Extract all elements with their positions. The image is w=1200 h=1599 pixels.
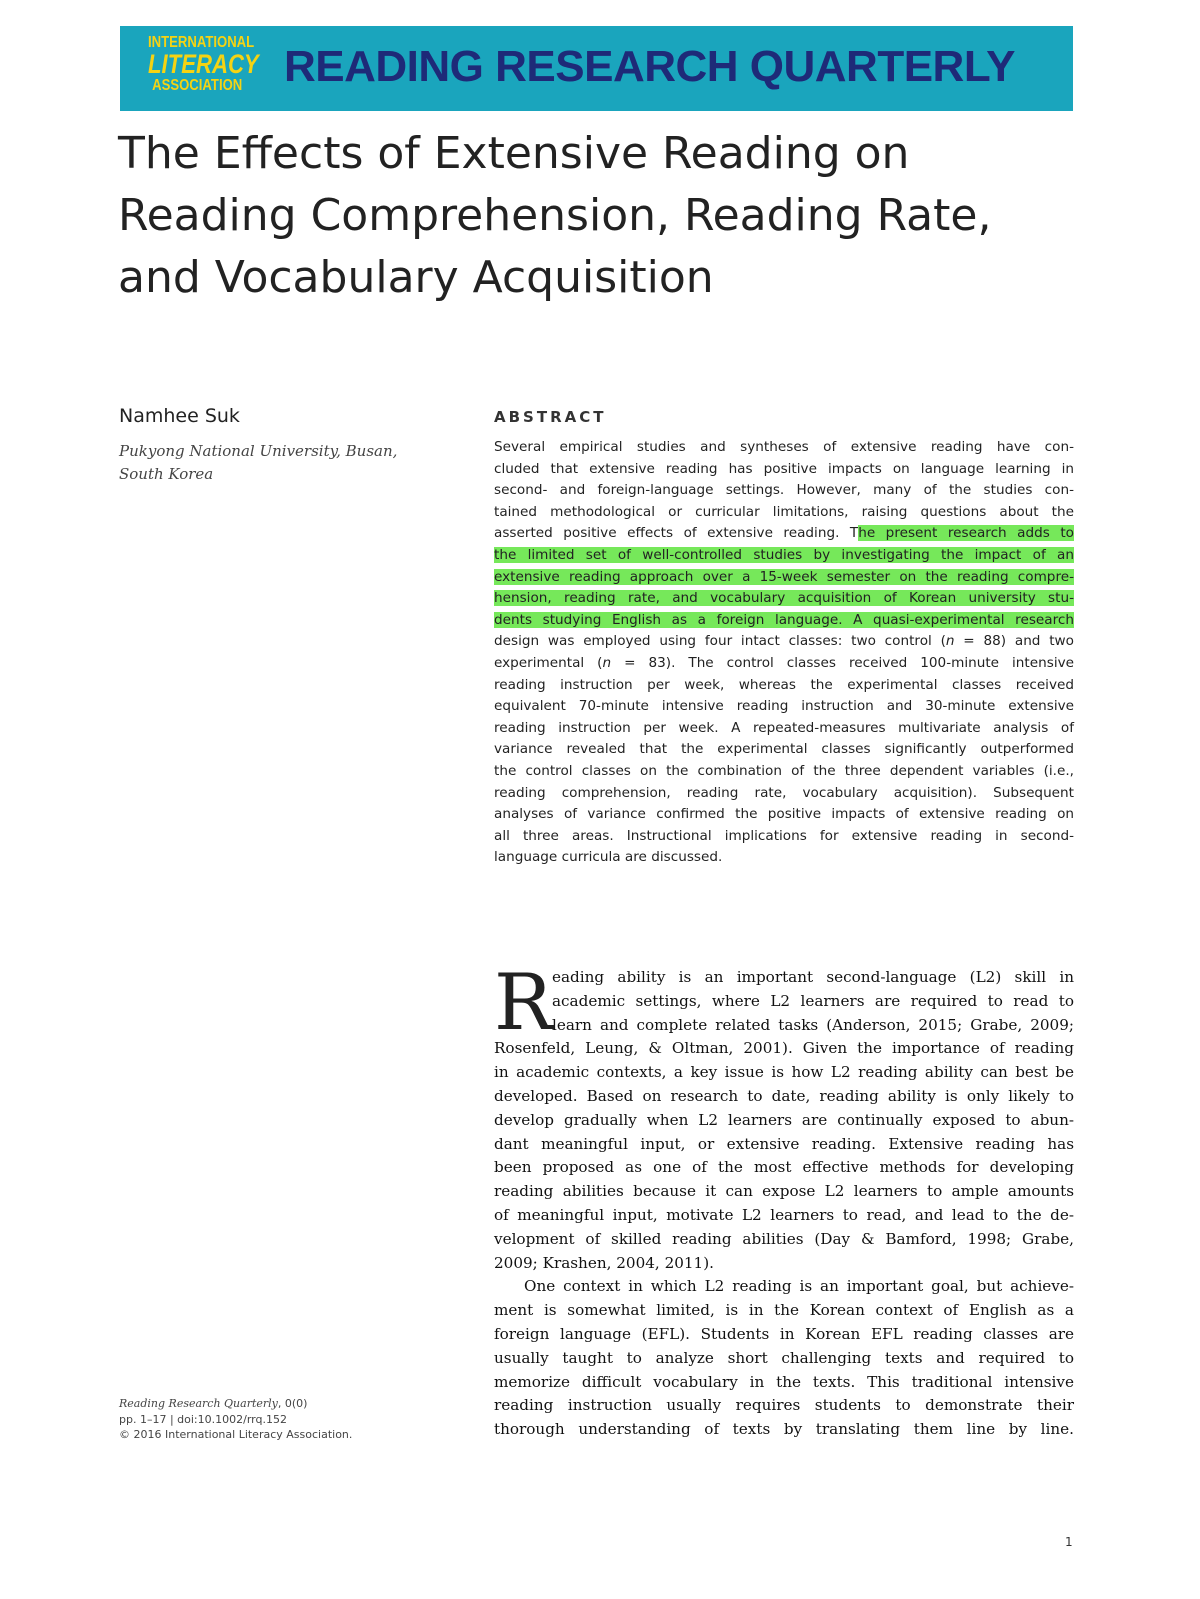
- abstract-heading: ABSTRACT: [494, 408, 607, 426]
- abstract-segment: = 83). The control classes received 100-minute intensive: [611, 654, 1074, 671]
- body-line: foreign language (EFL). Students in Korean EFL reading classes are: [494, 1324, 1074, 1343]
- abstract-line: all three areas. Instructional implications for extensive reading in second-: [494, 827, 1074, 844]
- abstract-line: [494, 588, 1074, 610]
- ila-logo: [148, 34, 259, 94]
- issue: , 0(0): [277, 1397, 308, 1410]
- abstract-line: analyses of variance confirmed the positive impacts of extensive reading on: [494, 806, 1074, 823]
- body-line: developed. Based on research to date, reading ability is only likely to: [494, 1086, 1074, 1105]
- logo-line: ASSOCIATION: [152, 77, 243, 94]
- abstract-line: [494, 523, 1074, 545]
- author-name: Namhee Suk: [119, 405, 240, 427]
- body-line: eading ability is an important second-language (L2) skill in: [552, 968, 1074, 986]
- body-line: reading abilities because it can expose L2 learners to ample amounts: [494, 1182, 1074, 1201]
- abstract-line: tained methodological or curricular limitations, raising questions about the: [494, 503, 1074, 520]
- abstract-segment: design was employed using four intact classes: two control (: [494, 633, 946, 650]
- citation-journal: [119, 1396, 352, 1412]
- highlighted-text: dents studying English as a foreign language. A quasi-experimental research: [494, 611, 1074, 628]
- body-line: thorough understanding of texts by translating them line by line.: [494, 1420, 1074, 1439]
- abstract-line: reading instruction per week. A repeated-measures multivariate analysis of: [494, 719, 1074, 736]
- body-line: usually taught to analyze short challenging texts and required to: [494, 1348, 1074, 1367]
- body-line: ment is somewhat limited, is in the Korean context of English as a: [494, 1301, 1074, 1320]
- body-line: Rosenfeld, Leung, & Oltman, 2001). Given the importance of reading: [494, 1039, 1074, 1058]
- journal-banner: [120, 26, 1073, 111]
- abstract-line: equivalent 70-minute intensive reading instruction and 30-minute extensive: [494, 698, 1074, 715]
- abstract-line: second- and foreign-language settings. However, many of the studies con-: [494, 482, 1074, 499]
- abstract-line: Several empirical studies and syntheses of extensive reading have con-: [494, 439, 1074, 455]
- highlighted-text: hension, reading rate, and vocabulary acquisition of Korean university stu-: [494, 590, 1074, 607]
- highlighted-text: extensive reading approach over a 15-week semester on the reading compre-: [494, 568, 1074, 585]
- abstract-line: the control classes on the combination of the three dependent variables (i.e.,: [494, 762, 1074, 779]
- abstract-line: variance revealed that the experimental classes significantly outperformed: [494, 741, 1074, 758]
- title-line: and Vocabulary Acquisition: [118, 252, 714, 303]
- body-line: 2009; Krashen, 2004, 2011).: [494, 1253, 714, 1272]
- affiliation-line: South Korea: [119, 465, 214, 483]
- body-line: dant meaningful input, or extensive reading. Extensive reading has: [494, 1134, 1074, 1153]
- body-line: in academic contexts, a key issue is how L2 reading ability can best be: [494, 1063, 1074, 1082]
- abstract-text: [494, 437, 1074, 869]
- affiliation-line: Pukyong National University, Busan,: [119, 442, 398, 460]
- body-line: One context in which L2 reading is an important goal, but achieve-: [524, 1277, 1074, 1296]
- highlighted-text: he present research adds to: [858, 525, 1074, 542]
- abstract-line: [494, 653, 1074, 675]
- body-text: [494, 958, 1074, 1442]
- logo-line: LITERACY: [148, 49, 259, 79]
- drop-cap: R: [494, 958, 553, 1048]
- abstract-line: reading instruction per week, whereas the experimental classes received: [494, 676, 1074, 693]
- abstract-line: [494, 545, 1074, 567]
- title-line: The Effects of Extensive Reading on: [118, 128, 910, 179]
- journal-italic: Reading Research Quarterly: [119, 1397, 278, 1410]
- article-title: [118, 123, 1078, 309]
- body-line: reading instruction usually requires students to demonstrate their: [494, 1396, 1074, 1415]
- highlighted-text: the limited set of well-controlled studies by investigating the impact of an: [494, 546, 1074, 563]
- abstract-segment: asserted positive effects of extensive reading. T: [494, 525, 859, 542]
- abstract-line: [494, 567, 1074, 589]
- body-line: memorize difficult vocabulary in the texts. This traditional intensive: [494, 1372, 1074, 1391]
- body-line: of meaningful input, motivate L2 learners to read, and lead to the de-: [494, 1205, 1074, 1224]
- abstract-segment: n: [945, 633, 955, 650]
- abstract-segment: n: [602, 654, 612, 671]
- abstract-line: language curricula are discussed.: [494, 849, 723, 866]
- journal-name: READING RESEARCH QUARTERLY: [284, 42, 1016, 91]
- body-line: been proposed as one of the most effective methods for developing: [494, 1158, 1074, 1177]
- abstract-line: [494, 631, 1074, 653]
- title-line: Reading Comprehension, Reading Rate,: [118, 190, 992, 241]
- citation-block: [119, 1396, 352, 1443]
- page-number: 1: [1065, 1535, 1073, 1549]
- abstract-line: cluded that extensive reading has positive impacts on language learning in: [494, 460, 1074, 477]
- author-affiliation: [119, 440, 439, 486]
- copyright: © 2016 International Literacy Association.: [119, 1428, 353, 1441]
- abstract-line: reading comprehension, reading rate, vocabulary acquisition). Subsequent: [494, 784, 1074, 801]
- abstract-segment: = 88) and two: [954, 633, 1074, 650]
- body-line: develop gradually when L2 learners are continually exposed to abun-: [494, 1110, 1074, 1129]
- body-line: velopment of skilled reading abilities (Day & Bamford, 1998; Grabe,: [494, 1229, 1074, 1248]
- abstract-segment: experimental (: [494, 654, 603, 671]
- body-line: learn and complete related tasks (Anderson, 2015; Grabe, 2009;: [552, 1015, 1074, 1034]
- abstract-line: [494, 610, 1074, 632]
- logo-line: INTERNATIONAL: [148, 34, 255, 51]
- citation-doi: pp. 1–17 | doi:10.1002/rrq.152: [119, 1412, 287, 1426]
- body-line: academic settings, where L2 learners are required to read to: [552, 991, 1074, 1010]
